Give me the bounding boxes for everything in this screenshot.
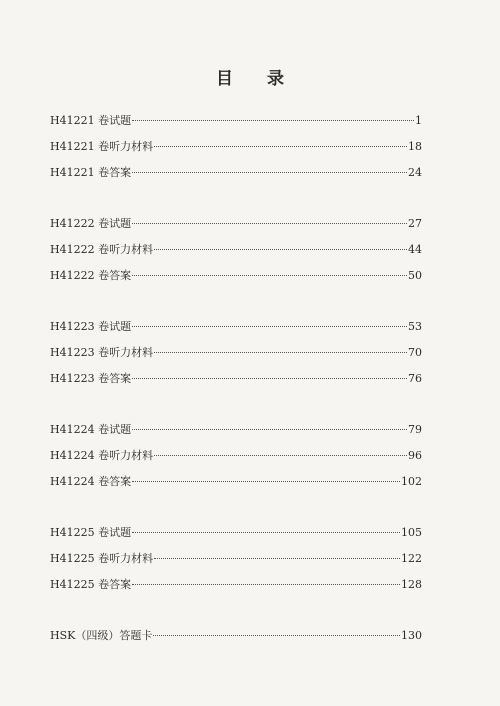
toc-entry-page-number: 44 (408, 243, 422, 256)
toc-entry-label: H41221 卷试题 (50, 114, 132, 127)
toc-entry-label: H41224 卷答案 (50, 475, 132, 488)
dot-leader (132, 120, 414, 121)
dot-leader (132, 481, 400, 482)
toc-entry (50, 423, 422, 449)
toc-entry-page-number: 76 (408, 372, 422, 385)
toc-entry-label: H41225 卷试题 (50, 526, 132, 539)
toc-entry-page-number: 27 (408, 217, 422, 230)
toc-entry-page-number: 122 (401, 552, 422, 565)
toc-entry (50, 166, 422, 192)
dot-leader (132, 326, 407, 327)
toc-entry-page-number: 96 (408, 449, 422, 462)
dot-leader (132, 172, 407, 173)
toc-entry-label: H41225 卷答案 (50, 578, 132, 591)
toc-entry-page-number: 53 (408, 320, 422, 333)
toc-entry (50, 475, 422, 501)
toc-entry (50, 140, 422, 166)
dot-leader (132, 532, 400, 533)
toc-entry-label: H41223 卷答案 (50, 372, 132, 385)
toc-entry-page-number: 50 (408, 269, 422, 282)
toc-entry-label: H41223 卷听力材料 (50, 346, 154, 359)
toc-entry (50, 526, 422, 552)
toc-entry-label: H41221 卷答案 (50, 166, 132, 179)
toc-entry-page-number: 130 (401, 629, 422, 642)
dot-leader (132, 223, 407, 224)
toc-group (50, 320, 422, 398)
toc-entry-label: H41221 卷听力材料 (50, 140, 154, 153)
toc-entry-page-number: 79 (408, 423, 422, 436)
toc-entry-page-number: 18 (408, 140, 422, 153)
toc-entry-label: H41222 卷答案 (50, 269, 132, 282)
dot-leader (132, 584, 400, 585)
table-of-contents (50, 114, 422, 680)
toc-entry (50, 372, 422, 398)
toc-entry-label: H41222 卷听力材料 (50, 243, 154, 256)
toc-group (50, 217, 422, 295)
toc-entry (50, 629, 422, 655)
toc-entry-page-number: 105 (401, 526, 422, 539)
dot-leader (154, 146, 407, 147)
toc-entry-page-number: 24 (408, 166, 422, 179)
toc-entry (50, 346, 422, 372)
dot-leader (154, 455, 407, 456)
toc-entry (50, 269, 422, 295)
dot-leader (132, 378, 407, 379)
toc-entry (50, 552, 422, 578)
toc-entry (50, 217, 422, 243)
toc-entry-label: H41223 卷试题 (50, 320, 132, 333)
toc-group (50, 423, 422, 501)
toc-entry-label: H41222 卷试题 (50, 217, 132, 230)
dot-leader (154, 558, 400, 559)
toc-entry-label: H41224 卷听力材料 (50, 449, 154, 462)
toc-entry-page-number: 102 (401, 475, 422, 488)
toc-entry-page-number: 70 (408, 346, 422, 359)
toc-entry-page-number: 1 (415, 114, 422, 127)
toc-entry-label: H41225 卷听力材料 (50, 552, 154, 565)
page-title: 目 录 (216, 69, 298, 89)
toc-entry-label: HSK（四级）答题卡 (50, 629, 153, 642)
toc-entry-label: H41224 卷试题 (50, 423, 132, 436)
dot-leader (132, 275, 407, 276)
toc-group (50, 114, 422, 192)
toc-entry (50, 320, 422, 346)
dot-leader (154, 249, 407, 250)
toc-entry (50, 243, 422, 269)
toc-entry (50, 578, 422, 604)
toc-entry (50, 114, 422, 140)
toc-entry-page-number: 128 (401, 578, 422, 591)
dot-leader (154, 352, 407, 353)
dot-leader (153, 635, 400, 636)
dot-leader (132, 429, 407, 430)
toc-entry (50, 449, 422, 475)
toc-group (50, 629, 422, 655)
toc-group (50, 526, 422, 604)
